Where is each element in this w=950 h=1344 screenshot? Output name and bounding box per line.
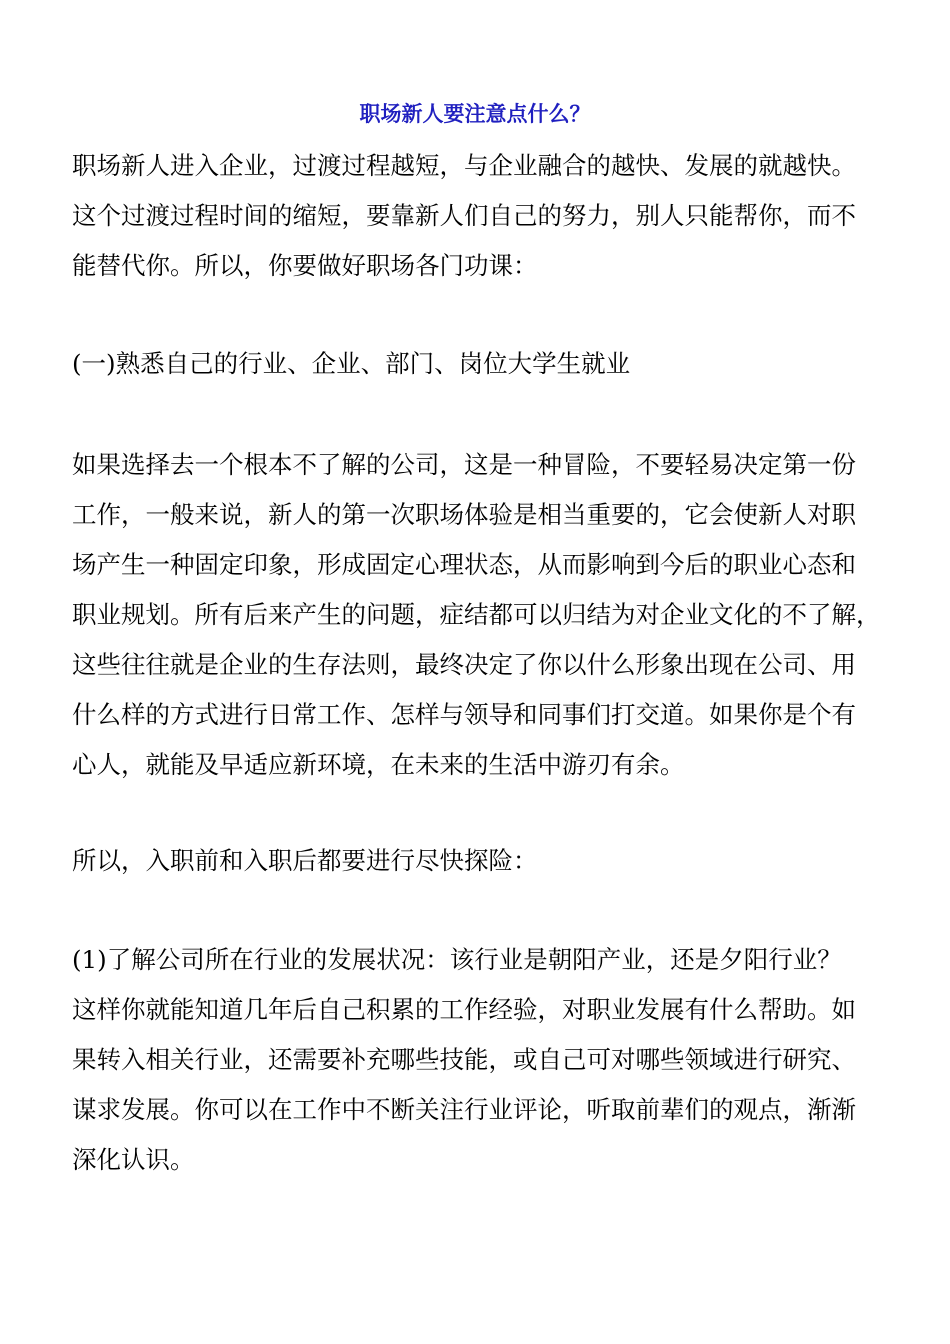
text-line: 所以，入职前和入职后都要进行尽快探险： bbox=[72, 846, 538, 875]
text-line: 什么样的方式进行日常工作、怎样与领导和同事们打交道。如果你是个有 bbox=[72, 700, 856, 729]
text-line: 这样你就能知道几年后自己积累的工作经验，对职业发展有什么帮助。如 bbox=[72, 995, 856, 1024]
text-line: 果转入相关行业，还需要补充哪些技能，或自己可对哪些领域进行研究、 bbox=[72, 1045, 856, 1074]
text-line: 这个过渡过程时间的缩短，要靠新人们自己的努力，别人只能帮你，而不 bbox=[72, 201, 856, 230]
paragraph-item-1 bbox=[72, 935, 902, 1185]
text-line: 职场新人进入企业，过渡过程越短，与企业融合的越快、发展的就越快。 bbox=[72, 151, 856, 180]
text-line: 能替代你。所以，你要做好职场各门功课： bbox=[72, 251, 538, 280]
text-line: 职业规划。所有后来产生的问题，症结都可以归结为对企业文化的不了解， bbox=[72, 600, 881, 629]
text-line: 心人，就能及早适应新环境，在未来的生活中游刃有余。 bbox=[72, 750, 685, 779]
text-line: 场产生一种固定印象，形成固定心理状态，从而影响到今后的职业心态和 bbox=[72, 550, 856, 579]
paragraph-intro bbox=[72, 141, 902, 291]
text-line: (一)熟悉自己的行业、企业、部门、岗位大学生就业 bbox=[72, 349, 631, 378]
text-line: 深化认识。 bbox=[72, 1145, 195, 1174]
section-heading-1 bbox=[72, 339, 902, 389]
text-line: (1)了解公司所在行业的发展状况：该行业是朝阳产业，还是夕阳行业？ bbox=[72, 945, 842, 974]
text-line: 谋求发展。你可以在工作中不断关注行业评论，听取前辈们的观点，渐渐 bbox=[72, 1095, 856, 1124]
text-line: 这些往往就是企业的生存法则，最终决定了你以什么形象出现在公司、用 bbox=[72, 650, 856, 679]
page-title: 职场新人要注意点什么？ bbox=[359, 102, 591, 126]
text-line: 工作，一般来说，新人的第一次职场体验是相当重要的，它会使新人对职 bbox=[72, 500, 856, 529]
paragraph-body bbox=[72, 440, 902, 790]
paragraph-transition bbox=[72, 836, 902, 886]
text-line: 如果选择去一个根本不了解的公司，这是一种冒险，不要轻易决定第一份 bbox=[72, 450, 856, 479]
